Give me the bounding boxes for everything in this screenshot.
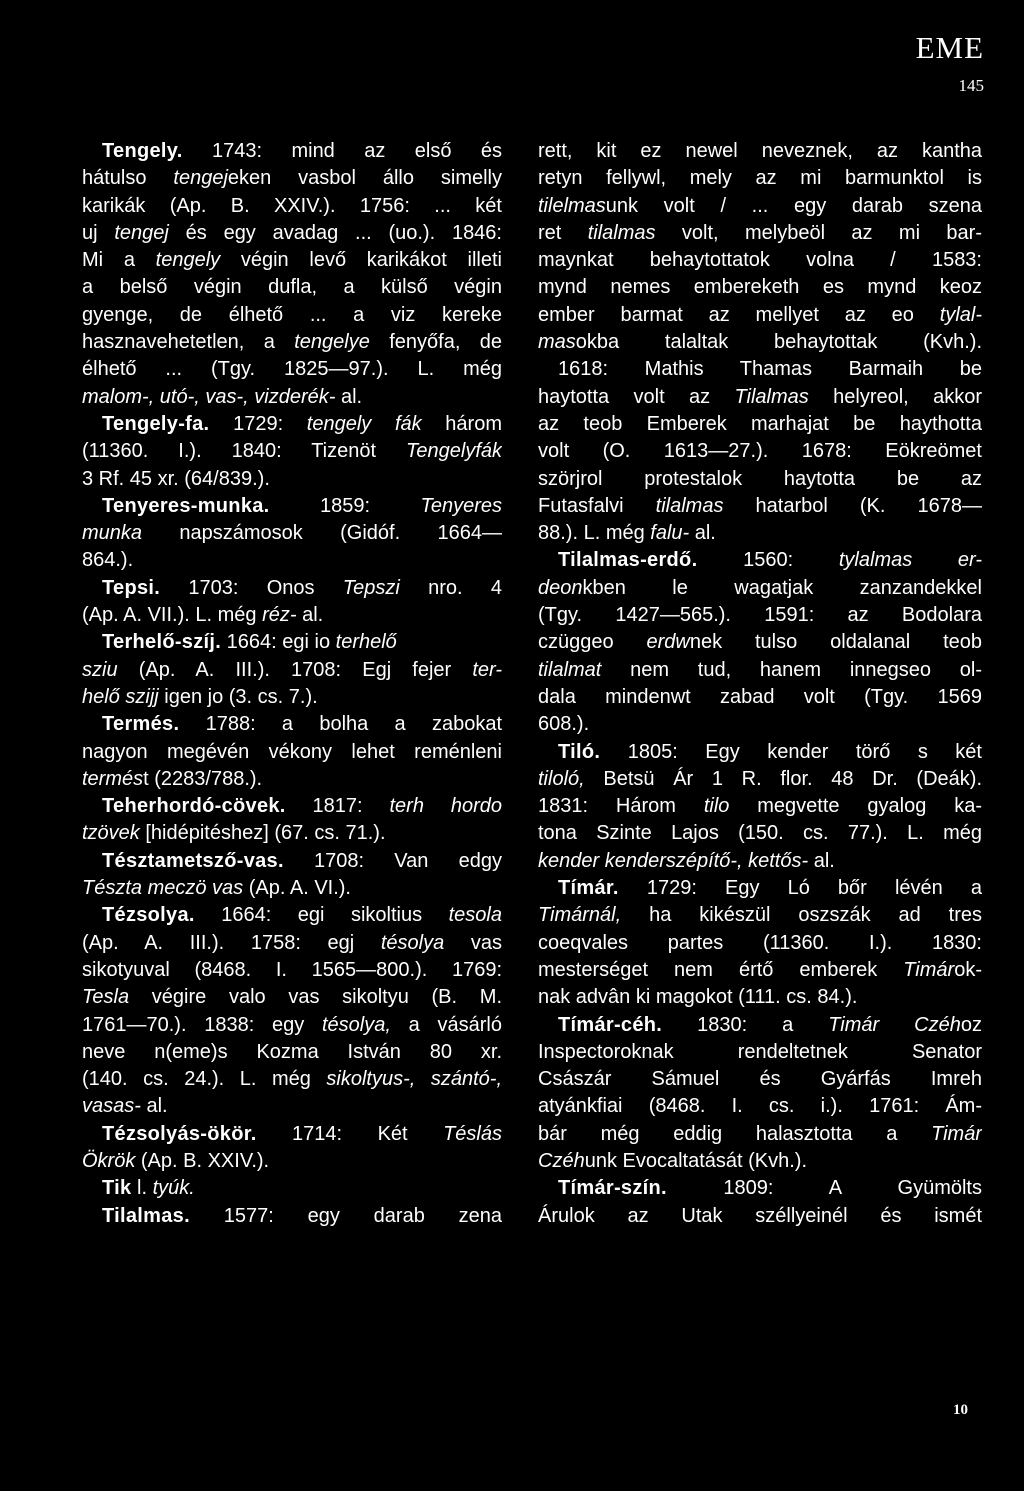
entry-headword: Tepsi. [102, 576, 161, 599]
text-segment: al. [140, 1095, 168, 1118]
text-segment: (Ap. A. III.). 1708: Egj fejer [117, 658, 473, 681]
italic-term: Ökrök [82, 1149, 136, 1172]
text-line [538, 520, 982, 547]
text-segment: (Tgy. 1427—565.). 1591: az Bodolara [538, 604, 982, 627]
text-segment: unk Evocaltatását (Kvh.). [584, 1149, 808, 1172]
entry-headword: Tímár-céh. [558, 1013, 663, 1036]
text-line [82, 902, 502, 929]
text-segment: nro. 4 [399, 576, 502, 599]
text-segment: ember barmat az mellyet az eo [538, 303, 940, 326]
text-segment: ha kikészül oszszák ad tres [621, 904, 982, 927]
text-segment: napszámosok (Gidóf. 1664— [142, 522, 502, 545]
text-line [538, 547, 982, 574]
text-segment: és egy avadag ... (uo.). 1846: [168, 221, 502, 244]
text-segment: neve n(eme)s Kozma István 80 xr. [82, 1040, 502, 1063]
text-line [538, 138, 982, 165]
text-line [538, 274, 982, 301]
italic-term: tylal- [939, 303, 982, 326]
italic-term: tzövek [82, 822, 140, 845]
text-segment: 608.). [538, 713, 590, 736]
text-line [538, 1066, 982, 1093]
text-segment: (Ap. A. VII.). L. még [82, 604, 263, 627]
text-segment: nak advân ki magokot (111. cs. 84.). [538, 986, 858, 1009]
text-line [538, 602, 982, 629]
text-segment: 1831: Három [538, 795, 704, 818]
entry-headword: Tézsolyás-ökör. [102, 1122, 257, 1145]
text-line [82, 1012, 502, 1039]
text-line [538, 1148, 982, 1175]
text-segment: 1708: Van edgy [283, 849, 502, 872]
text-line [538, 1175, 982, 1202]
italic-term: tengely [155, 249, 221, 272]
text-segment: coeqvales partes (11360. I.). 1830: [538, 931, 982, 954]
text-line [82, 957, 502, 984]
italic-term: Timár [931, 1122, 982, 1145]
italic-term: tilalmas [655, 494, 724, 517]
text-segment: Betsü Ár 1 R. flor. 48 Dr. (Deák). [584, 767, 982, 790]
text-line [538, 165, 982, 192]
text-line [82, 438, 502, 465]
text-line [538, 875, 982, 902]
text-segment: l. [131, 1177, 153, 1200]
text-segment: dala mindenwt zabad volt (Tgy. 1569 [538, 685, 982, 708]
text-line [82, 193, 502, 220]
text-segment: 1703: Onos [160, 576, 343, 599]
text-segment: sikotyuval (8468. I. 1565—800.). 1769: [82, 958, 502, 981]
italic-term: Téslás [443, 1122, 502, 1145]
italic-term: tengej [173, 167, 228, 190]
text-line [82, 1121, 502, 1148]
text-segment: a vásárló [390, 1013, 502, 1036]
text-segment: végire valo vas sikoltyu (B. M. [129, 986, 502, 1009]
entry-headword: Tésztametsző-vas. [102, 849, 284, 872]
text-line [538, 438, 982, 465]
signature-mark: 10 [953, 1402, 968, 1418]
text-segment: 1761—70.). 1838: egy [82, 1013, 322, 1036]
text-line [82, 875, 502, 902]
italic-term: tengej [114, 221, 169, 244]
text-line [538, 984, 982, 1011]
italic-term: falu- [650, 522, 690, 545]
text-line [538, 766, 982, 793]
text-line [538, 684, 982, 711]
entry-headword: Termés. [102, 713, 180, 736]
text-segment: (Ap. A. III.). 1758: egj [82, 931, 381, 954]
text-segment: uj [82, 221, 115, 244]
text-line [538, 302, 982, 329]
text-line [82, 247, 502, 274]
text-line [82, 356, 502, 383]
entry-headword: Tengely. [102, 140, 183, 162]
italic-term: kender kenderszépítő-, kettős- [538, 849, 809, 872]
text-line [82, 547, 502, 574]
text-line [82, 384, 502, 411]
text-segment: gyenge, de élhető ... a viz kereke [82, 303, 502, 326]
text-segment: retyn fellywl, mely az mi barmunktol is [538, 167, 982, 190]
italic-term: tésolya [380, 931, 445, 954]
text-line [82, 1203, 502, 1230]
italic-term: sikoltyus-, szántó-, [326, 1068, 502, 1091]
text-segment: nagyon megévén vékony lehet reménleni [82, 740, 502, 763]
text-segment: 864.). [82, 549, 134, 572]
text-line [82, 820, 502, 847]
italic-term: réz- [262, 604, 297, 627]
text-segment: 1743: mind az első és [182, 140, 502, 162]
text-line [538, 356, 982, 383]
text-segment: unk volt / ... egy darab szena [605, 194, 982, 217]
text-segment: 1664: egi io [221, 631, 336, 654]
text-line [82, 629, 502, 656]
entry-headword: Tiló. [558, 740, 601, 763]
text-line [82, 274, 502, 301]
text-line [82, 1148, 502, 1175]
text-segment: nek tulso oldalanal teob [689, 631, 982, 654]
text-segment: 1577: egy darab zena [189, 1204, 502, 1227]
text-segment: ret [538, 221, 588, 244]
text-segment: (Ap. A. VI.). [243, 877, 351, 900]
italic-term: tesola [448, 904, 502, 927]
text-line [82, 602, 502, 629]
text-segment: végin levő karikákot illeti [220, 249, 502, 272]
right-column [538, 138, 982, 1230]
text-segment: al. [689, 522, 716, 545]
text-segment: megvette gyalog ka- [729, 795, 982, 818]
text-segment: mynd nemes embereketh es mynd keoz [538, 276, 982, 299]
text-segment: 1805: Egy kender törő s két [600, 740, 982, 763]
italic-term: tésolya, [322, 1013, 391, 1036]
text-segment: szörjrol protestalok haytotta be az [538, 467, 982, 490]
text-segment: 1664: egi sikoltius [194, 904, 449, 927]
text-line [538, 220, 982, 247]
text-line [538, 848, 982, 875]
text-line [82, 711, 502, 738]
text-segment: 1560: [697, 549, 839, 572]
italic-term: tilalmat [538, 658, 602, 681]
italic-term: mas [538, 331, 576, 354]
text-line [538, 575, 982, 602]
text-line [82, 329, 502, 356]
entry-headword: Tenyeres-munka. [102, 494, 270, 517]
italic-term: Czéh [538, 1149, 585, 1172]
italic-term: tilo [703, 795, 730, 818]
text-segment: oz [960, 1013, 982, 1036]
text-line [82, 411, 502, 438]
entry-headword: Tilalmas-erdő. [558, 549, 698, 572]
entry-headword: Teherhordó-cövek. [102, 795, 286, 818]
text-line [82, 220, 502, 247]
text-segment: (140. cs. 24.). L. még [82, 1068, 327, 1091]
text-line [538, 247, 982, 274]
text-line [82, 766, 502, 793]
text-segment: hasznavehetetlen, a [82, 331, 295, 354]
text-segment: Inspectoroknak rendeltetnek Senator [538, 1040, 982, 1063]
italic-term: Tengelyfák [406, 440, 502, 463]
italic-term: helő szijj [82, 685, 159, 708]
text-segment: 1714: Két [256, 1122, 444, 1145]
text-line [82, 657, 502, 684]
italic-term: tylalmas er- [838, 549, 982, 572]
text-segment: czüggeo [538, 631, 647, 654]
entry-headword: Tengely-fa. [102, 412, 210, 435]
text-segment: (Ap. B. XXIV.). [135, 1149, 270, 1172]
page-number: 145 [958, 76, 984, 95]
text-line [82, 575, 502, 602]
text-line [82, 1093, 502, 1120]
text-segment: nem tud, hanem innegseo ol- [601, 658, 982, 681]
text-segment: rett, kit ez newel neveznek, az kantha [538, 140, 982, 162]
text-line [538, 1121, 982, 1148]
text-line [82, 466, 502, 493]
text-segment: helyreol, akkor [808, 385, 982, 408]
italic-term: Timárnál, [538, 904, 622, 927]
text-line [538, 711, 982, 738]
text-segment: 1618: Mathis Thamas Barmaih be [558, 358, 982, 381]
italic-term: terhelő [335, 631, 397, 654]
italic-term: vasas- [82, 1095, 141, 1118]
text-segment: hátulso [82, 167, 174, 190]
text-segment: maynkat behaytottatok volna / 1583: [538, 249, 982, 272]
text-segment: (11360. I.). 1840: Tizenöt [82, 440, 406, 463]
left-column [82, 138, 502, 1230]
text-segment: haytotta volt az [538, 385, 735, 408]
text-line [82, 793, 502, 820]
italic-term: Timár [903, 958, 955, 981]
italic-term: malom-, utó-, vas-, vizderék- [82, 385, 336, 408]
text-segment: eken vasbol állo simelly [227, 167, 502, 190]
text-segment: Császár Sámuel és Gyárfás Imreh [538, 1068, 982, 1091]
entry-headword: Tézsolya. [102, 904, 195, 927]
text-line [538, 193, 982, 220]
text-line [82, 1066, 502, 1093]
text-line [538, 657, 982, 684]
italic-term: Tészta meczö vas [82, 877, 244, 900]
text-line [538, 411, 982, 438]
text-segment: 1830: a [662, 1013, 829, 1036]
text-line [538, 1012, 982, 1039]
italic-term: erdw [646, 631, 690, 654]
text-segment: 1729: [209, 412, 307, 435]
text-line [82, 930, 502, 957]
text-segment: 88.). L. még [538, 522, 651, 545]
text-line [82, 739, 502, 766]
text-segment: al. [335, 385, 363, 408]
text-segment: 3 Rf. 45 xr. (64/839.). [82, 467, 270, 490]
text-line [538, 1039, 982, 1066]
text-segment: bár még eddig halasztotta a [538, 1122, 932, 1145]
text-line [82, 1175, 502, 1202]
italic-term: sziu [82, 658, 118, 681]
entry-headword: Tilalmas. [102, 1204, 190, 1227]
text-line [82, 138, 502, 165]
text-line [538, 902, 982, 929]
italic-term: tilelmas [538, 194, 606, 217]
text-line [538, 493, 982, 520]
text-line [538, 739, 982, 766]
text-line [82, 848, 502, 875]
italic-term: tilalmas [587, 221, 656, 244]
text-line [538, 629, 982, 656]
italic-term: tengelye [294, 331, 370, 354]
text-segment: al. [808, 849, 835, 872]
text-line [82, 1039, 502, 1066]
text-segment: [hidépitéshez] (67. cs. 71.). [139, 822, 386, 845]
text-segment: élhető ... (Tgy. 1825—97.). L. még [82, 358, 502, 381]
text-line [538, 329, 982, 356]
text-segment: Árulok az Utak széllyeinél és ismét [538, 1204, 982, 1227]
text-segment: ok- [954, 958, 982, 981]
text-segment: volt (O. 1613—27.). 1678: Eökreömet [538, 440, 982, 463]
text-line [538, 1093, 982, 1120]
text-segment: 1859: [269, 494, 421, 517]
text-line [538, 820, 982, 847]
italic-term: tengely fák [306, 412, 422, 435]
italic-term: tiloló, [538, 767, 585, 790]
text-line [538, 793, 982, 820]
italic-term: terh hordo [389, 795, 502, 818]
text-segment: az teob Emberek marhajat be haythotta [538, 412, 982, 435]
text-segment: 1817: [285, 795, 390, 818]
text-segment: karikák (Ap. B. XXIV.). 1756: ... két [82, 194, 502, 217]
text-segment: három [421, 412, 502, 435]
text-segment: 1788: a bolha a zabokat [179, 713, 502, 736]
entry-headword: Tímár-szín. [558, 1177, 667, 1200]
text-segment: a belső végin dufla, a külső végin [82, 276, 502, 299]
italic-term: Tenyeres [420, 494, 502, 517]
italic-term: munka [82, 522, 143, 545]
text-line [538, 930, 982, 957]
text-segment: 1809: A Gyümölts [666, 1177, 982, 1200]
entry-headword: Terhelő-szíj. [102, 631, 222, 654]
text-segment: mesterséget nem értő emberek [538, 958, 904, 981]
text-line [82, 684, 502, 711]
text-segment: atyánkfiai (8468. I. cs. i.). 1761: Ám- [538, 1095, 982, 1118]
text-line [82, 165, 502, 192]
text-line [538, 957, 982, 984]
italic-term: ter- [472, 658, 502, 681]
italic-term: Tilalmas [734, 385, 809, 408]
text-segment: t (2283/788.). [143, 767, 263, 790]
text-segment: volt, melybeöl az mi bar- [655, 221, 982, 244]
text-line [538, 466, 982, 493]
text-segment: tona Szinte Lajos (150. cs. 77.). L. még [538, 822, 982, 845]
text-segment: okba talaltak behaytottak (Kvh.). [575, 331, 982, 354]
text-segment: Mi a [82, 249, 156, 272]
italic-term: termés [82, 767, 144, 790]
text-segment: 1729: Egy Ló bőr lévén a [618, 877, 982, 900]
running-head: EME [915, 30, 984, 65]
entry-headword: Tik [102, 1177, 132, 1200]
text-segment: vas [444, 931, 502, 954]
text-segment: igen jo (3. cs. 7.). [158, 685, 318, 708]
text-segment: fenyőfa, de [369, 331, 502, 354]
text-line [82, 520, 502, 547]
text-line [538, 1203, 982, 1230]
italic-term: deon [538, 576, 583, 599]
italic-term: Tepszi [342, 576, 400, 599]
italic-term: Timár Czéh [828, 1013, 961, 1036]
italic-term: tyúk. [152, 1177, 195, 1200]
text-segment: Futasfalvi [538, 494, 656, 517]
text-line [82, 493, 502, 520]
text-segment: hatarbol (K. 1678— [723, 494, 982, 517]
text-line [82, 984, 502, 1011]
text-segment: al. [296, 604, 324, 627]
entry-headword: Tímár. [558, 877, 619, 900]
text-segment: kben le wagatjak zanzandekkel [582, 576, 982, 599]
text-line [82, 302, 502, 329]
italic-term: Tesla [82, 986, 130, 1009]
text-line [538, 384, 982, 411]
